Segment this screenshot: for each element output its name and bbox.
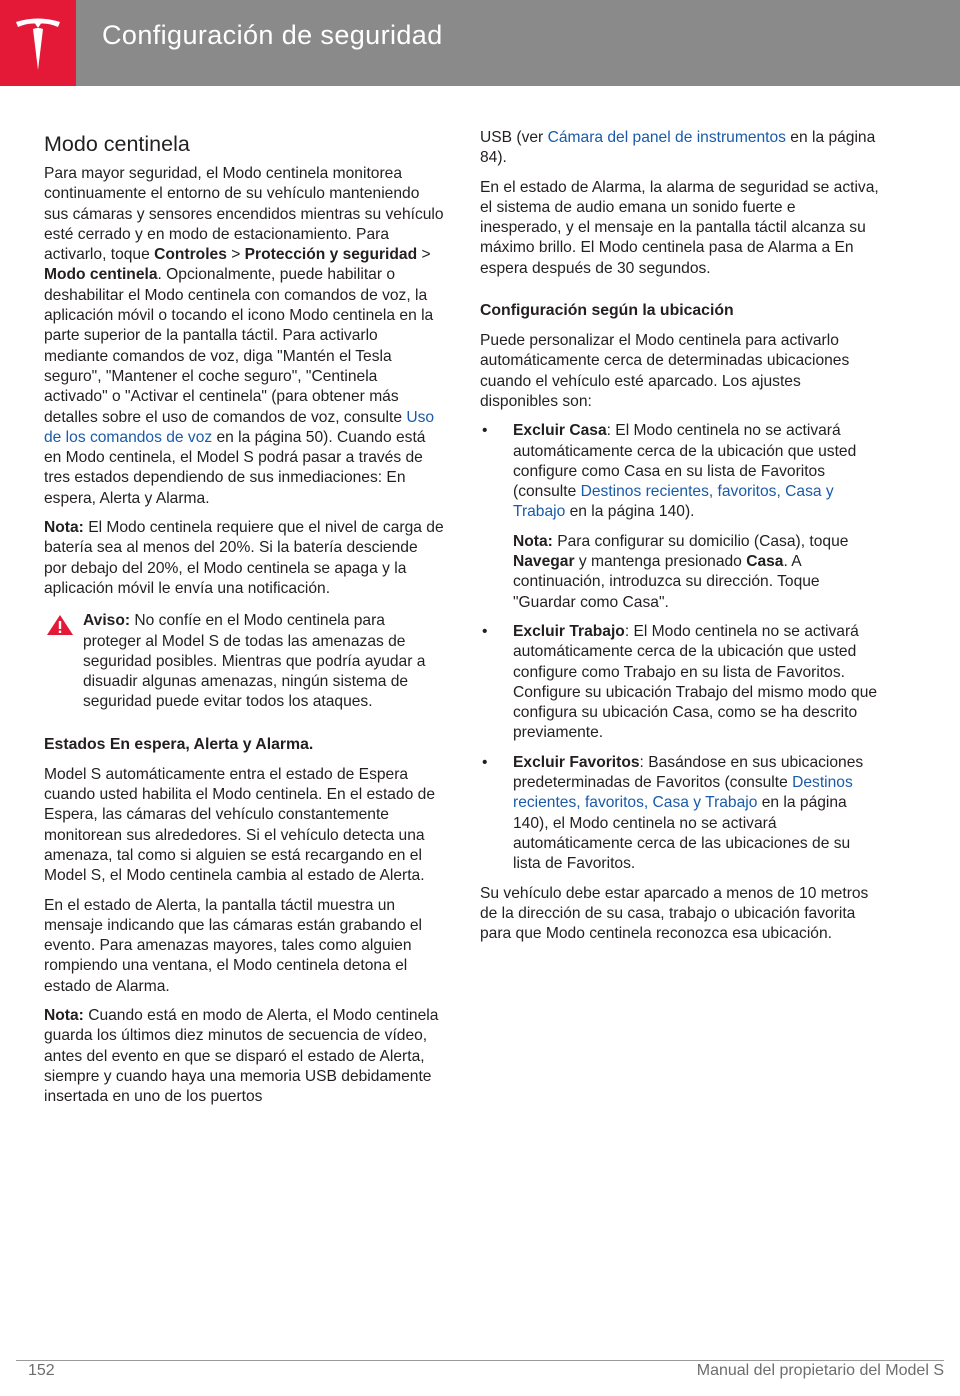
sentry-intro-paragraph: Para mayor seguridad, el Modo centinela monitorea continuamente el entorno de su vehículo manteniendo sus cámaras y sensores encendidos mientras su vehículo esté cerrado y en modo de estacionamiento. Para activarlo, toque Controles > Protección y seguridad > Modo centinela. Opcionalmente, puede habilitar o deshabilitar el Modo centinela con comandos de voz, la aplicación móvil o tocando el icono Modo centinela en la parte superior de la pantalla táctil. Para activarlo mediante comandos de voz, diga "Mantén el Tesla seguro", "Mantener el coche seguro", "Centinela activado" o "Activar el centinela" (para obtener más detalles sobre el uso de comandos de voz, consulte Uso de los comandos de voz en la página 50). Cuando está en Modo centinela, el Model S podrá pasar a través de tres estados dependiendo de sus inmediaciones: En espera, Alerta y Alarma.	[44, 165, 444, 507]
tesla-logo-icon	[13, 16, 63, 72]
page-title: Configuración de seguridad	[102, 20, 443, 50]
settings-list	[480, 421, 880, 874]
location-intro-paragraph: Puede personalizar el Modo centinela para activarlo automáticamente cerca de determinadas ubicaciones cuando el vehículo esté aparcado. Los ajustes disponibles son:	[480, 332, 850, 410]
warning-triangle-icon	[46, 614, 74, 636]
brand-logo-box	[0, 0, 76, 86]
footer-divider	[16, 1360, 944, 1361]
list-item: • Excluir Casa: El Modo centinela no se activará automáticamente cerca de la ubicación que usted configure como Casa en su lista de Favoritos (consulte Destinos recientes, favoritos, Casa y Trabajo en la página 140). Nota: Para configurar su domicilio (Casa), toque Navegar y mantenga presionado Casa. A continuación, introduzca su dirección. Toque "Guardar como Casa".	[480, 421, 880, 613]
bullet-mark: •	[482, 422, 488, 440]
alarm-paragraph: En el estado de Alarma, la alarma de seguridad se activa, el sistema de audio emana un sonido fuerte e inesperado, y el mensaje en la pantalla táctil alcanza su máximo brillo. El Modo centinela pasa de Alarma a En espera después de 30 segundos.	[480, 178, 879, 277]
list-item: • Excluir Trabajo: El Modo centinela no se activará automáticamente cerca de la ubicación que usted configure como Trabajo en su lista de Favoritos. Configure su ubicación Trabajo del mismo modo que configura su ubicación Casa, como se ha descrito previamente.	[482, 622, 878, 742]
left-column	[44, 128, 444, 1116]
bullet-mark: •	[482, 753, 488, 771]
manual-title: Manual del propietario del Model S	[696, 1362, 944, 1379]
destinations-link[interactable]: Destinos recientes, favoritos, Casa y Trabajo	[513, 483, 834, 521]
voice-commands-link[interactable]: Uso de los comandos de voz	[44, 408, 435, 446]
subheading-states: Estados En espera, Alerta y Alarma.	[44, 735, 314, 753]
alert-paragraph: En el estado de Alerta, la pantalla táctil muestra un mensaje indicando que las cámaras están grabando el evento. Para amenazas mayores, tales como alguien rompiendo una ventana, el Modo centinela detona el estado de Alarma.	[44, 896, 422, 995]
standby-paragraph: Model S automáticamente entra el estado de Espera cuando usted habilita el Modo centinela. En el estado de Espera, las cámaras del vehículo constantemente monitorean sus alrededores. Si el vehículo detecta una amenaza, tal como si alguien se está recargando en el Model S, el Modo centinela cambia al estado de Alerta.	[44, 765, 435, 885]
battery-note: Nota: El Modo centinela requiere que el nivel de carga de batería sea al menos del 20%. Si la batería desciende por debajo del 20%, el Modo centinela se apaga y la aplicación móvil le envía una notificación.	[44, 519, 444, 597]
page-number: 152	[28, 1362, 55, 1379]
warning-box: Aviso: No confíe en el Modo centinela para proteger al Model S de todas las amenazas de seguridad posibles. Mientras que podría ayudar a disuadir algunas amenazas, ningún sistema de seguridad puede evitar todos los ataques.	[44, 611, 444, 712]
right-column	[480, 128, 880, 953]
list-item: • Excluir Favoritos: Basándose en sus ubicaciones predeterminadas de Favoritos (consulte Destinos recientes, favoritos, Casa y Trabajo en la página 140), el Modo centinela no se activará automáticamente cerca de las ubicaciones de su lista de Favoritos.	[482, 753, 864, 873]
video-note: Nota: Cuando está en modo de Alerta, el Modo centinela guarda los últimos diez minutos de secuencia de vídeo, antes del evento en que se disparó el estado de Alerta, siempre y cuando haya una memoria USB debidamente insertada en uno de los puertos	[44, 1006, 439, 1106]
page-header	[0, 0, 960, 86]
subheading-location: Configuración según la ubicación	[480, 302, 734, 320]
usb-paragraph: USB (ver Cámara del panel de instrumentos en la página 84).	[480, 129, 876, 167]
distance-paragraph: Su vehículo debe estar aparcado a menos de 10 metros de la dirección de su casa, trabajo o ubicación favorita para que Modo centinela reconozca esa ubicación.	[480, 884, 869, 943]
bullet-mark: •	[482, 622, 488, 640]
destinations-link[interactable]: Destinos recientes, favoritos, Casa y Trabajo	[513, 774, 853, 812]
dashcam-link[interactable]: Cámara del panel de instrumentos	[547, 129, 786, 146]
section-heading-sentry-mode: Modo centinela	[44, 132, 190, 156]
home-note: Nota: Para configurar su domicilio (Casa), toque Navegar y mantenga presionado Casa. A continuación, introduzca su dirección. Toque "Guardar como Casa".	[513, 532, 849, 611]
